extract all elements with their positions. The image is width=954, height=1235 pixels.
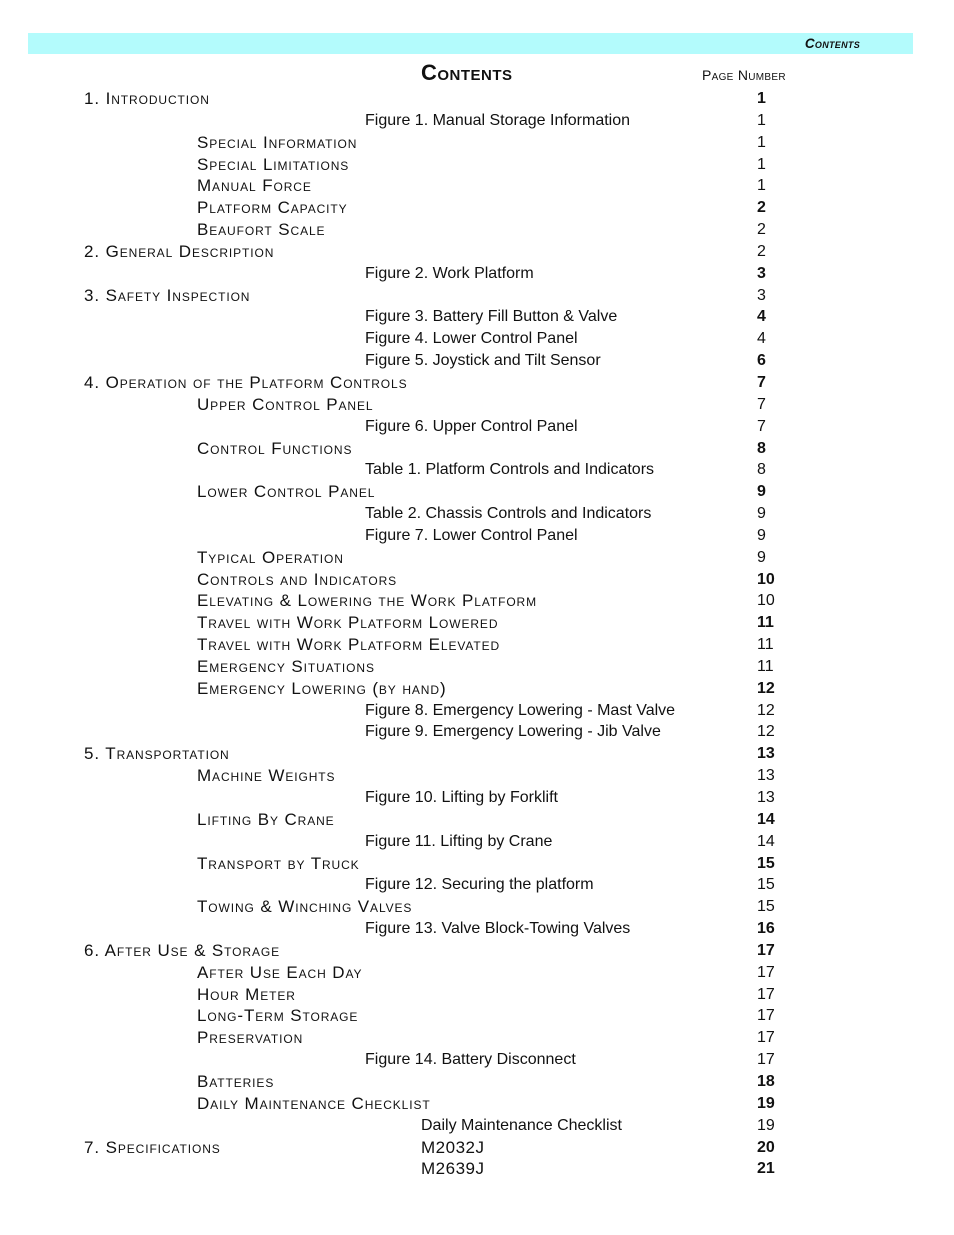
toc-row [0, 765, 954, 787]
toc-row [0, 525, 954, 547]
toc-entry-title[interactable]: Figure 6. Upper Control Panel [365, 417, 578, 435]
toc-row [0, 787, 954, 809]
toc-row [0, 1071, 954, 1093]
toc-page-number: 2 [757, 221, 766, 239]
toc-row [0, 285, 954, 307]
toc-entry-title[interactable]: Figure 9. Emergency Lowering - Jib Valve [365, 723, 661, 741]
toc-page-number: 19 [757, 1116, 775, 1134]
toc-row [0, 328, 954, 350]
toc-page-number: 11 [757, 657, 774, 675]
toc-row [0, 721, 954, 743]
table-of-contents [0, 88, 954, 1180]
toc-row [0, 219, 954, 241]
page-title: Contents [421, 60, 513, 85]
toc-entry-title[interactable]: Figure 7. Lower Control Panel [365, 526, 578, 544]
toc-entry-title[interactable]: Figure 12. Securing the platform [365, 876, 594, 894]
toc-row [0, 88, 954, 110]
toc-page-number: 17 [757, 963, 775, 981]
toc-page-number: 16 [757, 920, 775, 938]
toc-entry-title[interactable]: Hour Meter [197, 984, 296, 1004]
toc-entry-title[interactable]: Batteries [197, 1071, 275, 1091]
toc-row [0, 350, 954, 372]
toc-page-number: 17 [757, 1029, 775, 1047]
toc-entry-title[interactable]: After Use Each Day [197, 962, 363, 982]
toc-entry-title[interactable]: 7. Specifications [84, 1137, 221, 1157]
toc-entry-title[interactable]: 4. Operation of the Platform Controls [84, 372, 408, 392]
toc-page-number: 7 [757, 417, 766, 435]
toc-row [0, 306, 954, 328]
toc-row [0, 612, 954, 634]
toc-page-number: 8 [757, 439, 766, 457]
toc-entry-model[interactable]: M2032J [421, 1137, 485, 1157]
toc-entry-title[interactable]: Lower Control Panel [197, 482, 376, 502]
toc-entry-title[interactable]: Towing & Winching Valves [197, 897, 413, 917]
toc-entry-title[interactable]: Figure 2. Work Platform [365, 264, 534, 282]
toc-page-number: 11 [757, 614, 774, 632]
toc-row [0, 1115, 954, 1137]
toc-entry-title[interactable]: Beaufort Scale [197, 220, 326, 240]
toc-page-number: 12 [757, 723, 775, 741]
toc-page-number: 4 [757, 330, 766, 348]
toc-page-number: 15 [757, 876, 775, 894]
toc-page-number: 17 [757, 985, 775, 1003]
toc-page-number: 21 [757, 1160, 775, 1178]
toc-entry-title[interactable]: Machine Weights [197, 766, 336, 786]
toc-page-number: 7 [757, 373, 766, 391]
toc-row [0, 132, 954, 154]
toc-row [0, 1137, 954, 1159]
toc-page-number: 4 [757, 308, 766, 326]
toc-entry-title[interactable]: Figure 14. Battery Disconnect [365, 1051, 576, 1069]
toc-page-number: 1 [757, 133, 766, 151]
toc-entry-title[interactable]: Figure 3. Battery Fill Button & Valve [365, 308, 618, 326]
toc-entry-title[interactable]: 1. Introduction [84, 89, 210, 108]
toc-entry-title[interactable]: Figure 8. Emergency Lowering - Mast Valve [365, 701, 676, 719]
toc-entry-title[interactable]: 5. Transportation [84, 744, 230, 764]
toc-row [0, 438, 954, 460]
toc-page-number: 1 [757, 155, 766, 173]
toc-page-number: 2 [757, 199, 766, 217]
toc-page-number: 14 [757, 832, 775, 850]
toc-page-number: 17 [757, 1007, 775, 1025]
toc-entry-title[interactable]: Daily Maintenance Checklist [421, 1116, 622, 1134]
toc-entry-title[interactable]: Platform Capacity [197, 198, 348, 218]
toc-entry-title[interactable]: Special Information [197, 132, 358, 152]
toc-page-number: 17 [757, 941, 775, 959]
header-label: Contents [804, 36, 860, 51]
toc-page-number: 10 [757, 592, 775, 610]
toc-row [0, 831, 954, 853]
toc-row [0, 154, 954, 176]
toc-row [0, 197, 954, 219]
toc-entry-title[interactable]: Daily Maintenance Checklist [197, 1093, 431, 1113]
toc-entry-title[interactable]: Figure 13. Valve Block-Towing Valves [365, 920, 631, 938]
toc-row [0, 700, 954, 722]
toc-page-number: 12 [757, 701, 775, 719]
toc-entry-title[interactable]: M2639J [421, 1159, 485, 1179]
toc-page-number: 15 [757, 898, 775, 916]
toc-entry-title[interactable]: Travel with Work Platform Elevated [197, 635, 501, 655]
toc-page-number: 8 [757, 461, 766, 479]
toc-row [0, 263, 954, 285]
toc-row [0, 962, 954, 984]
toc-row [0, 918, 954, 940]
toc-page-number: 1 [757, 90, 766, 107]
toc-entry-title[interactable]: Figure 5. Joystick and Tilt Sensor [365, 352, 601, 370]
toc-row [0, 547, 954, 569]
toc-page-number: 10 [757, 570, 775, 588]
header-bar [28, 33, 913, 54]
toc-entry-title[interactable]: Preservation [197, 1028, 304, 1048]
toc-entry-title[interactable]: Figure 1. Manual Storage Information [365, 111, 631, 129]
toc-page-number: 15 [757, 854, 775, 872]
toc-row [0, 940, 954, 962]
toc-entry-title[interactable]: Figure 11. Lifting by Crane [365, 832, 553, 850]
toc-entry-title[interactable]: Long-Term Storage [197, 1006, 359, 1026]
toc-page-number: 9 [757, 483, 766, 501]
toc-entry-title[interactable]: Special Limitations [197, 154, 350, 174]
toc-row [0, 569, 954, 591]
toc-entry-title[interactable]: Manual Force [197, 176, 312, 196]
toc-row [0, 1093, 954, 1115]
toc-row [0, 678, 954, 700]
toc-row [0, 896, 954, 918]
toc-row [0, 984, 954, 1006]
toc-page-number: 6 [757, 352, 766, 370]
toc-page-number: 18 [757, 1072, 775, 1090]
toc-row [0, 1158, 954, 1180]
toc-page-number: 14 [757, 810, 775, 828]
toc-entry-title[interactable]: Upper Control Panel [197, 394, 374, 414]
toc-page-number: 13 [757, 789, 775, 806]
toc-page-number: 3 [757, 264, 766, 282]
toc-page-number: 7 [757, 395, 766, 413]
toc-entry-title[interactable]: Typical Operation [197, 547, 344, 567]
toc-page-number: 9 [757, 505, 766, 523]
toc-entry-title[interactable]: 3. Safety Inspection [84, 285, 251, 305]
toc-page-number: 1 [757, 111, 766, 129]
toc-row [0, 394, 954, 416]
toc-page-number: 3 [757, 286, 766, 304]
toc-page-number: 12 [757, 679, 775, 697]
toc-entry-title[interactable]: Control Functions [197, 438, 353, 458]
toc-page-number: 20 [757, 1138, 775, 1156]
toc-entry-title[interactable]: 6. After Use & Storage [84, 940, 281, 960]
toc-row [0, 175, 954, 197]
toc-page-number: 13 [757, 745, 775, 763]
toc-page-number: 13 [757, 767, 775, 785]
toc-row [0, 372, 954, 394]
toc-entry-title[interactable]: Table 2. Chassis Controls and Indicators [365, 505, 652, 523]
toc-entry-title[interactable]: Table 1. Platform Controls and Indicators [365, 461, 655, 479]
toc-row [0, 459, 954, 481]
toc-entry-title[interactable]: Lifting By Crane [197, 809, 335, 829]
toc-entry-title[interactable]: Figure 10. Lifting by Forklift [365, 789, 558, 806]
toc-row [0, 416, 954, 438]
toc-entry-title[interactable]: Transport by Truck [197, 853, 360, 873]
toc-row [0, 853, 954, 875]
toc-row [0, 110, 954, 132]
toc-entry-title[interactable]: Travel with Work Platform Lowered [197, 613, 499, 633]
toc-page-number: 2 [757, 242, 766, 260]
toc-entry-title[interactable]: Elevating & Lowering the Work Platform [197, 591, 538, 611]
toc-page-number: 19 [757, 1094, 775, 1112]
toc-entry-title[interactable]: 2. General Description [84, 241, 275, 261]
toc-entry-title[interactable]: Controls and Indicators [197, 569, 398, 589]
toc-row [0, 809, 954, 831]
toc-page-number: 11 [757, 636, 774, 654]
toc-row [0, 1027, 954, 1049]
toc-page-number: 9 [757, 548, 766, 566]
toc-entry-title[interactable]: Emergency Situations [197, 656, 375, 676]
page-number-column-label: Page Number [702, 67, 786, 83]
toc-page-number: 9 [757, 526, 766, 544]
toc-row [0, 590, 954, 612]
toc-page-number: 17 [757, 1051, 775, 1069]
toc-row [0, 481, 954, 503]
toc-row [0, 874, 954, 896]
toc-row [0, 743, 954, 765]
toc-row [0, 1049, 954, 1071]
toc-entry-title[interactable]: Emergency Lowering (by hand) [197, 678, 447, 698]
toc-row [0, 634, 954, 656]
toc-page-number: 1 [757, 177, 766, 195]
toc-row [0, 656, 954, 678]
toc-row [0, 1005, 954, 1027]
toc-row [0, 503, 954, 525]
toc-row [0, 241, 954, 263]
toc-entry-title[interactable]: Figure 4. Lower Control Panel [365, 330, 578, 348]
